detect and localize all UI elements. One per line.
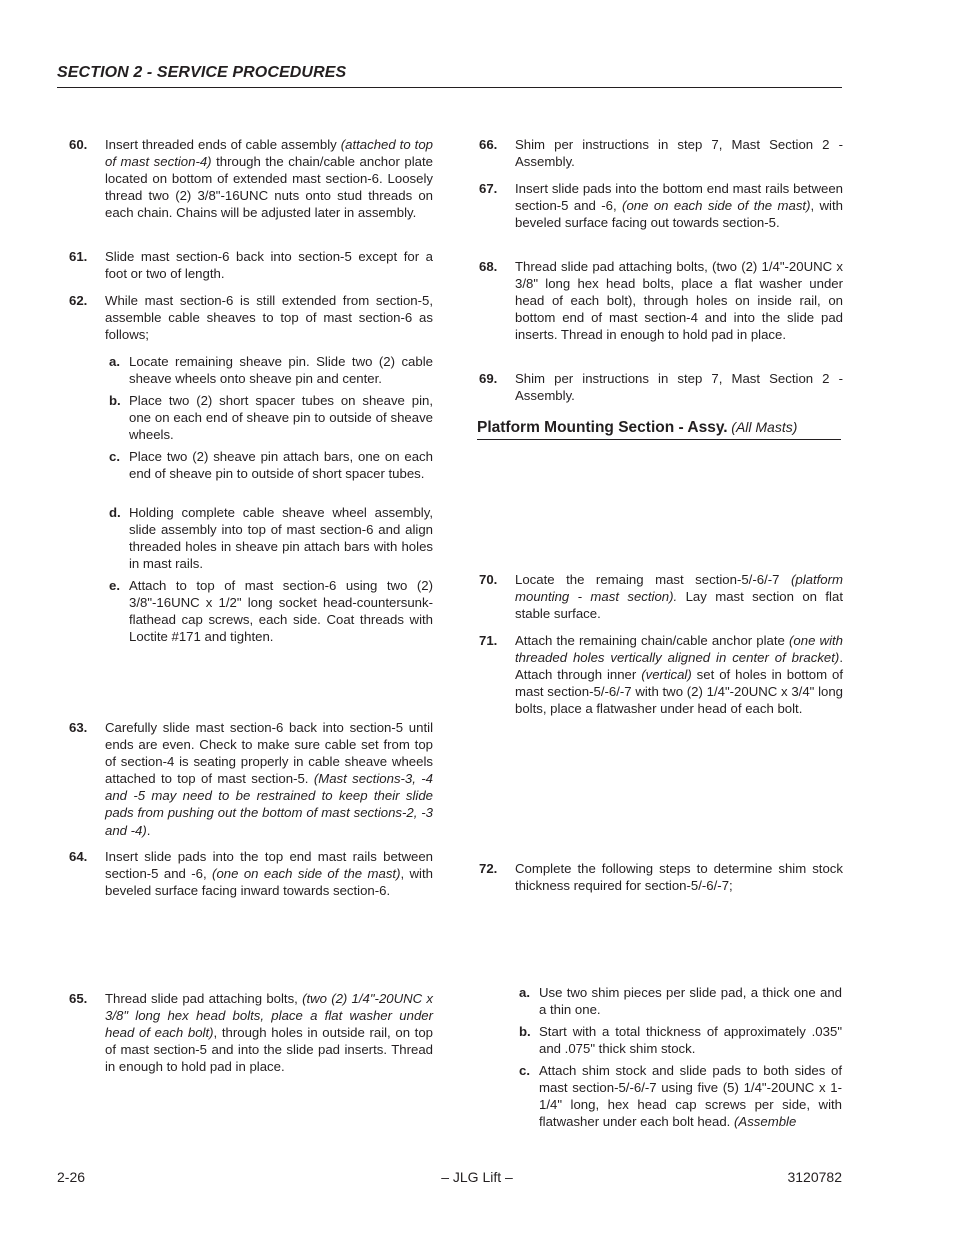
step-60 bbox=[69, 136, 433, 221]
heading-bold: Platform Mounting Section - Assy. bbox=[477, 419, 728, 436]
step-number: 70. bbox=[479, 572, 498, 587]
substep-72b bbox=[515, 1023, 842, 1057]
step-number: 68. bbox=[479, 259, 498, 274]
step-text: Insert slide pads into the top end mast rails between section-5 and -6, (one on each side of the mast), with beveled surface facing inward towards section-6. bbox=[105, 849, 433, 899]
step-text: While mast section-6 is still extended from section-5, assemble cable sheaves to top of mast section-6 as follows; bbox=[105, 293, 433, 343]
substep-text: Holding complete cable sheave wheel assembly, slide assembly into top of mast section-6 and align threaded holes in sheave pin attach bars with holes in mast rails. bbox=[129, 505, 433, 572]
step-69 bbox=[479, 370, 843, 404]
substep-letter: b. bbox=[109, 393, 121, 408]
substep-62c bbox=[105, 448, 433, 482]
step-61 bbox=[69, 248, 433, 282]
step-70 bbox=[479, 571, 843, 622]
step-68 bbox=[479, 258, 843, 343]
step-64 bbox=[69, 848, 433, 899]
platform-mounting-heading bbox=[477, 419, 841, 440]
substep-text: Locate remaining sheave pin. Slide two (2) cable sheave wheels onto sheave pin and center. bbox=[129, 354, 433, 387]
substep-62d bbox=[105, 504, 433, 572]
step-text: Insert threaded ends of cable assembly (attached to top of mast section-4) through the chain/cable anchor plate located on bottom of extended mast section-6. Loosely thread two (2) 3/8"-16UNC nuts onto stud threads on each chain. Chains will be adjusted later in assembly. bbox=[105, 137, 434, 221]
step-number: 71. bbox=[479, 633, 498, 648]
substep-text: Attach to top of mast section-6 using two (2) 3/8"-16UNC x 1/2" long socket head-countersunk-flathead cap screws, each side. Coat threads with Loctite #171 and tighten. bbox=[129, 578, 433, 645]
step-number: 60. bbox=[69, 137, 88, 152]
step-number: 72. bbox=[479, 861, 498, 876]
step-text: Carefully slide mast section-6 back into section-5 until ends are even. Check to make sure cable set from top of section-4 is seating properly in cable sheave wheels attached to top of mast section-5. (Mast sections-3, -4 and -5 may need to be restrained to keep their slide pads from pushing out the bottom of mast sections-2, -3 and -4). bbox=[105, 720, 434, 838]
step-number: 66. bbox=[479, 137, 498, 152]
substep-72a bbox=[515, 984, 842, 1018]
section-title: SECTION 2 - SERVICE PROCEDURES bbox=[57, 64, 347, 81]
substep-72c bbox=[515, 1062, 842, 1130]
substep-62b bbox=[105, 392, 433, 443]
step-71 bbox=[479, 632, 843, 717]
substep-letter: d. bbox=[109, 505, 121, 520]
step-66 bbox=[479, 136, 843, 170]
substep-text: Place two (2) short spacer tubes on sheave pin, one on each end of sheave pin to outside of sheave wheels. bbox=[129, 393, 433, 443]
substep-letter: a. bbox=[109, 354, 120, 369]
step-text: Thread slide pad attaching bolts, (two (2) 1/4"-20UNC x 3/8" long hex head bolts, place a flat washer under head of each bolt), through holes on inside rail, on bottom end of mast section-4 and into the slide pad inserts. Thread in enough to hold pad in place. bbox=[515, 259, 843, 343]
substep-62e bbox=[105, 577, 433, 645]
page-number: 2-26 bbox=[57, 1169, 86, 1185]
step-number: 62. bbox=[69, 293, 88, 308]
step-number: 69. bbox=[479, 371, 498, 386]
substep-62a bbox=[105, 353, 433, 387]
substep-letter: c. bbox=[109, 449, 120, 464]
substep-letter: e. bbox=[109, 578, 120, 593]
step-63 bbox=[69, 719, 433, 839]
step-text: Thread slide pad attaching bolts, (two (2) 1/4"-20UNC x 3/8" long hex head bolts, place a flat washer under head of each bolt), through holes in outside rail, on top of mast section-5 and into the slide pad inserts. Thread in enough to hold pad in place. bbox=[105, 991, 434, 1075]
step-number: 61. bbox=[69, 249, 88, 264]
substep-text: Attach shim stock and slide pads to both sides of mast section-5/-6/-7 using five (5) 1/4"-20UNC x 1-1/4" long, hex head cap screws per side, with flatwasher under each bolt head. (Assemble bbox=[539, 1063, 842, 1130]
substep-letter: a. bbox=[519, 985, 530, 1000]
step-text: Complete the following steps to determine shim stock thickness required for section-5/-6/-7; bbox=[515, 861, 843, 894]
step-text: Attach the remaining chain/cable anchor plate (one with threaded holes vertically aligned in center of bracket). Attach through inner (vertical) set of holes in bottom of mast section-5/-6/-7 with two (2) 1/4"-20UNC x 3/4" long bolts, place a flatwasher under head of each bolt. bbox=[515, 633, 844, 717]
substep-letter: b. bbox=[519, 1024, 531, 1039]
heading-italic: (All Masts) bbox=[731, 419, 798, 435]
step-62 bbox=[69, 292, 433, 343]
substep-text: Start with a total thickness of approximately .035" and .075" thick shim stock. bbox=[539, 1024, 842, 1057]
substep-text: Use two shim pieces per slide pad, a thick one and a thin one. bbox=[539, 985, 842, 1018]
substep-text: Place two (2) sheave pin attach bars, one on each end of sheave pin to outside of short spacer tubes. bbox=[129, 449, 433, 482]
document-number: 3120782 bbox=[787, 1169, 842, 1185]
step-number: 63. bbox=[69, 720, 88, 735]
step-text: Shim per instructions in step 7, Mast Section 2 - Assembly. bbox=[515, 137, 843, 170]
step-number: 64. bbox=[69, 849, 88, 864]
substep-letter: c. bbox=[519, 1063, 530, 1078]
step-65 bbox=[69, 990, 433, 1075]
page-header bbox=[57, 64, 842, 88]
step-text: Insert slide pads into the bottom end mast rails between section-5 and -6, (one on each side of the mast), with beveled surface facing out towards section-5. bbox=[515, 181, 843, 231]
step-67 bbox=[479, 180, 843, 231]
step-text: Slide mast section-6 back into section-5 except for a foot or two of length. bbox=[105, 249, 433, 282]
step-text: Locate the remaing mast section-5/-6/-7 (platform mounting - mast section). Lay mast section on flat stable surface. bbox=[515, 572, 843, 622]
step-text: Shim per instructions in step 7, Mast Section 2 - Assembly. bbox=[515, 371, 843, 404]
footer-brand: – JLG Lift – bbox=[441, 1169, 513, 1185]
step-number: 67. bbox=[479, 181, 498, 196]
step-number: 65. bbox=[69, 991, 88, 1006]
step-72 bbox=[479, 860, 843, 894]
